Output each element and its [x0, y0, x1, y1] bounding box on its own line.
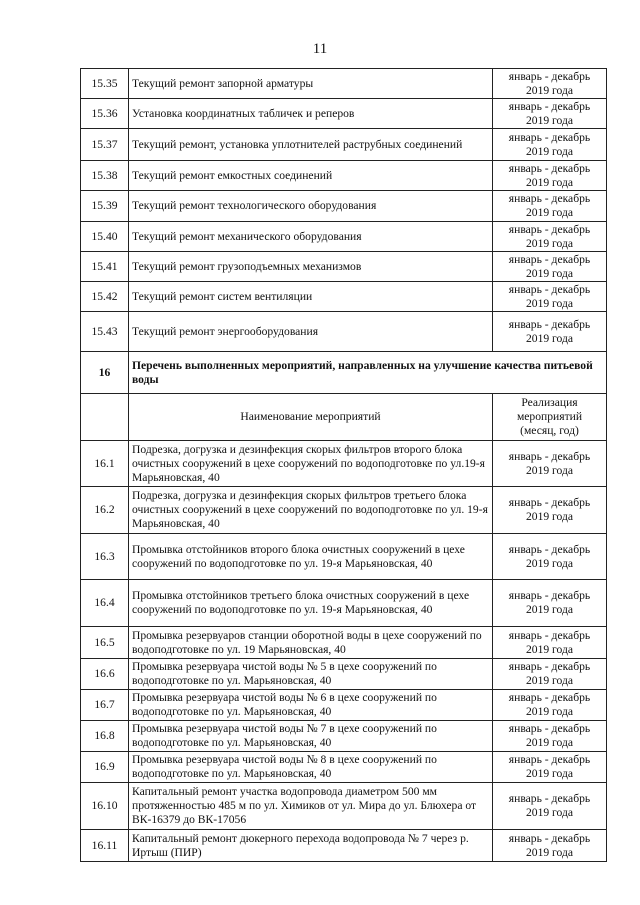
section-number: 16: [81, 352, 129, 394]
row-name: Текущий ремонт емкостных соединений: [129, 161, 493, 191]
row-name: Капитальный ремонт участка водопровода диаметром 500 мм протяженностью 485 м по ул. Химиков от ул. Мира до ул. Блюхера от ВК-16379 до ВК-17056: [129, 783, 493, 830]
row-number: 15.35: [81, 69, 129, 99]
row-number: 15.38: [81, 161, 129, 191]
header-empty-cell: [81, 394, 129, 441]
table-row: [81, 129, 607, 161]
header-row: [81, 394, 607, 441]
row-date: январь - декабрь 2019 года: [493, 69, 607, 99]
table-row: [81, 191, 607, 222]
row-name: Промывка отстойников второго блока очистных сооружений в цехе сооружений по водоподготовке по ул. 19-я Марьяновская, 40: [129, 534, 493, 580]
row-name: Текущий ремонт механического оборудования: [129, 222, 493, 252]
row-number: 15.36: [81, 99, 129, 129]
section-row: [81, 352, 607, 394]
table-row: [81, 690, 607, 721]
row-number: 16.2: [81, 487, 129, 534]
table-row: [81, 580, 607, 627]
table-row: [81, 659, 607, 690]
row-number: 15.43: [81, 312, 129, 352]
row-name: Промывка отстойников третьего блока очистных сооружений в цехе сооружений по водоподготовке по ул. 19-я Марьяновская, 40: [129, 580, 493, 627]
row-name: Промывка резервуаров станции оборотной воды в цехе сооружений по водоподготовке по ул. 19 Марьяновская, 40: [129, 627, 493, 659]
row-name: Капитальный ремонт дюкерного перехода водопровода № 7 через р. Иртыш (ПИР): [129, 830, 493, 862]
page-number: 11: [312, 41, 328, 57]
row-date: январь - декабрь 2019 года: [493, 690, 607, 721]
row-date: январь - декабрь 2019 года: [493, 282, 607, 312]
table-row: [81, 830, 607, 862]
row-date: январь - декабрь 2019 года: [493, 312, 607, 352]
table-row: [81, 487, 607, 534]
table-row: [81, 161, 607, 191]
row-number: 15.37: [81, 129, 129, 161]
row-date: январь - декабрь 2019 года: [493, 222, 607, 252]
row-name: Текущий ремонт запорной арматуры: [129, 69, 493, 99]
row-number: 16.1: [81, 441, 129, 487]
row-date: январь - декабрь 2019 года: [493, 441, 607, 487]
row-name: Подрезка, догрузка и дезинфекция скорых фильтров третьего блока очистных сооружений в цехе сооружений по водоподготовке по ул. 19-я Марьяновская, 40: [129, 487, 493, 534]
row-number: 15.39: [81, 191, 129, 222]
row-date: январь - декабрь 2019 года: [493, 161, 607, 191]
section-title: Перечень выполненных мероприятий, направленных на улучшение качества питьевой воды: [129, 352, 607, 394]
table-row: [81, 99, 607, 129]
row-date: январь - декабрь 2019 года: [493, 129, 607, 161]
row-number: 15.42: [81, 282, 129, 312]
row-number: 15.41: [81, 252, 129, 282]
table-row: [81, 721, 607, 752]
row-date: январь - декабрь 2019 года: [493, 830, 607, 862]
table-row: [81, 627, 607, 659]
table-row: [81, 534, 607, 580]
row-number: 16.9: [81, 752, 129, 783]
row-number: 16.8: [81, 721, 129, 752]
row-name: Текущий ремонт технологического оборудования: [129, 191, 493, 222]
row-date: январь - декабрь 2019 года: [493, 487, 607, 534]
activities-table: [80, 68, 607, 862]
row-name: Текущий ремонт энергооборудования: [129, 312, 493, 352]
row-number: 16.5: [81, 627, 129, 659]
row-date: январь - декабрь 2019 года: [493, 783, 607, 830]
row-number: 16.10: [81, 783, 129, 830]
row-date: январь - декабрь 2019 года: [493, 627, 607, 659]
row-date: январь - декабрь 2019 года: [493, 721, 607, 752]
row-number: 16.3: [81, 534, 129, 580]
row-name: Промывка резервуара чистой воды № 5 в цехе сооружений по водоподготовке по ул. Марьяновская, 40: [129, 659, 493, 690]
row-date: январь - декабрь 2019 года: [493, 659, 607, 690]
row-date: январь - декабрь 2019 года: [493, 99, 607, 129]
row-date: январь - декабрь 2019 года: [493, 252, 607, 282]
row-number: 16.7: [81, 690, 129, 721]
table-row: [81, 441, 607, 487]
row-number: 16.4: [81, 580, 129, 627]
row-date: январь - декабрь 2019 года: [493, 534, 607, 580]
header-name: Наименование мероприятий: [129, 394, 493, 441]
table-row: [81, 282, 607, 312]
row-name: Установка координатных табличек и реперов: [129, 99, 493, 129]
row-name: Промывка резервуара чистой воды № 6 в цехе сооружений по водоподготовке по ул. Марьяновская, 40: [129, 690, 493, 721]
row-name: Текущий ремонт, установка уплотнителей раструбных соединений: [129, 129, 493, 161]
table-row: [81, 69, 607, 99]
row-name: Промывка резервуара чистой воды № 7 в цехе сооружений по водоподготовке по ул. Марьяновская, 40: [129, 721, 493, 752]
table-row: [81, 312, 607, 352]
row-name: Текущий ремонт грузоподъемных механизмов: [129, 252, 493, 282]
table-row: [81, 252, 607, 282]
header-date: Реализация мероприятий (месяц, год): [493, 394, 607, 441]
row-name: Промывка резервуара чистой воды № 8 в цехе сооружений по водоподготовке по ул. Марьяновская, 40: [129, 752, 493, 783]
row-date: январь - декабрь 2019 года: [493, 191, 607, 222]
row-date: январь - декабрь 2019 года: [493, 580, 607, 627]
row-number: 15.40: [81, 222, 129, 252]
row-number: 16.11: [81, 830, 129, 862]
table-row: [81, 222, 607, 252]
table-row: [81, 783, 607, 830]
row-date: январь - декабрь 2019 года: [493, 752, 607, 783]
table-row: [81, 752, 607, 783]
row-name: Текущий ремонт систем вентиляции: [129, 282, 493, 312]
row-name: Подрезка, догрузка и дезинфекция скорых фильтров второго блока очистных сооружений в цехе сооружений по водоподготовке по ул.19-я Марьяновская, 40: [129, 441, 493, 487]
row-number: 16.6: [81, 659, 129, 690]
